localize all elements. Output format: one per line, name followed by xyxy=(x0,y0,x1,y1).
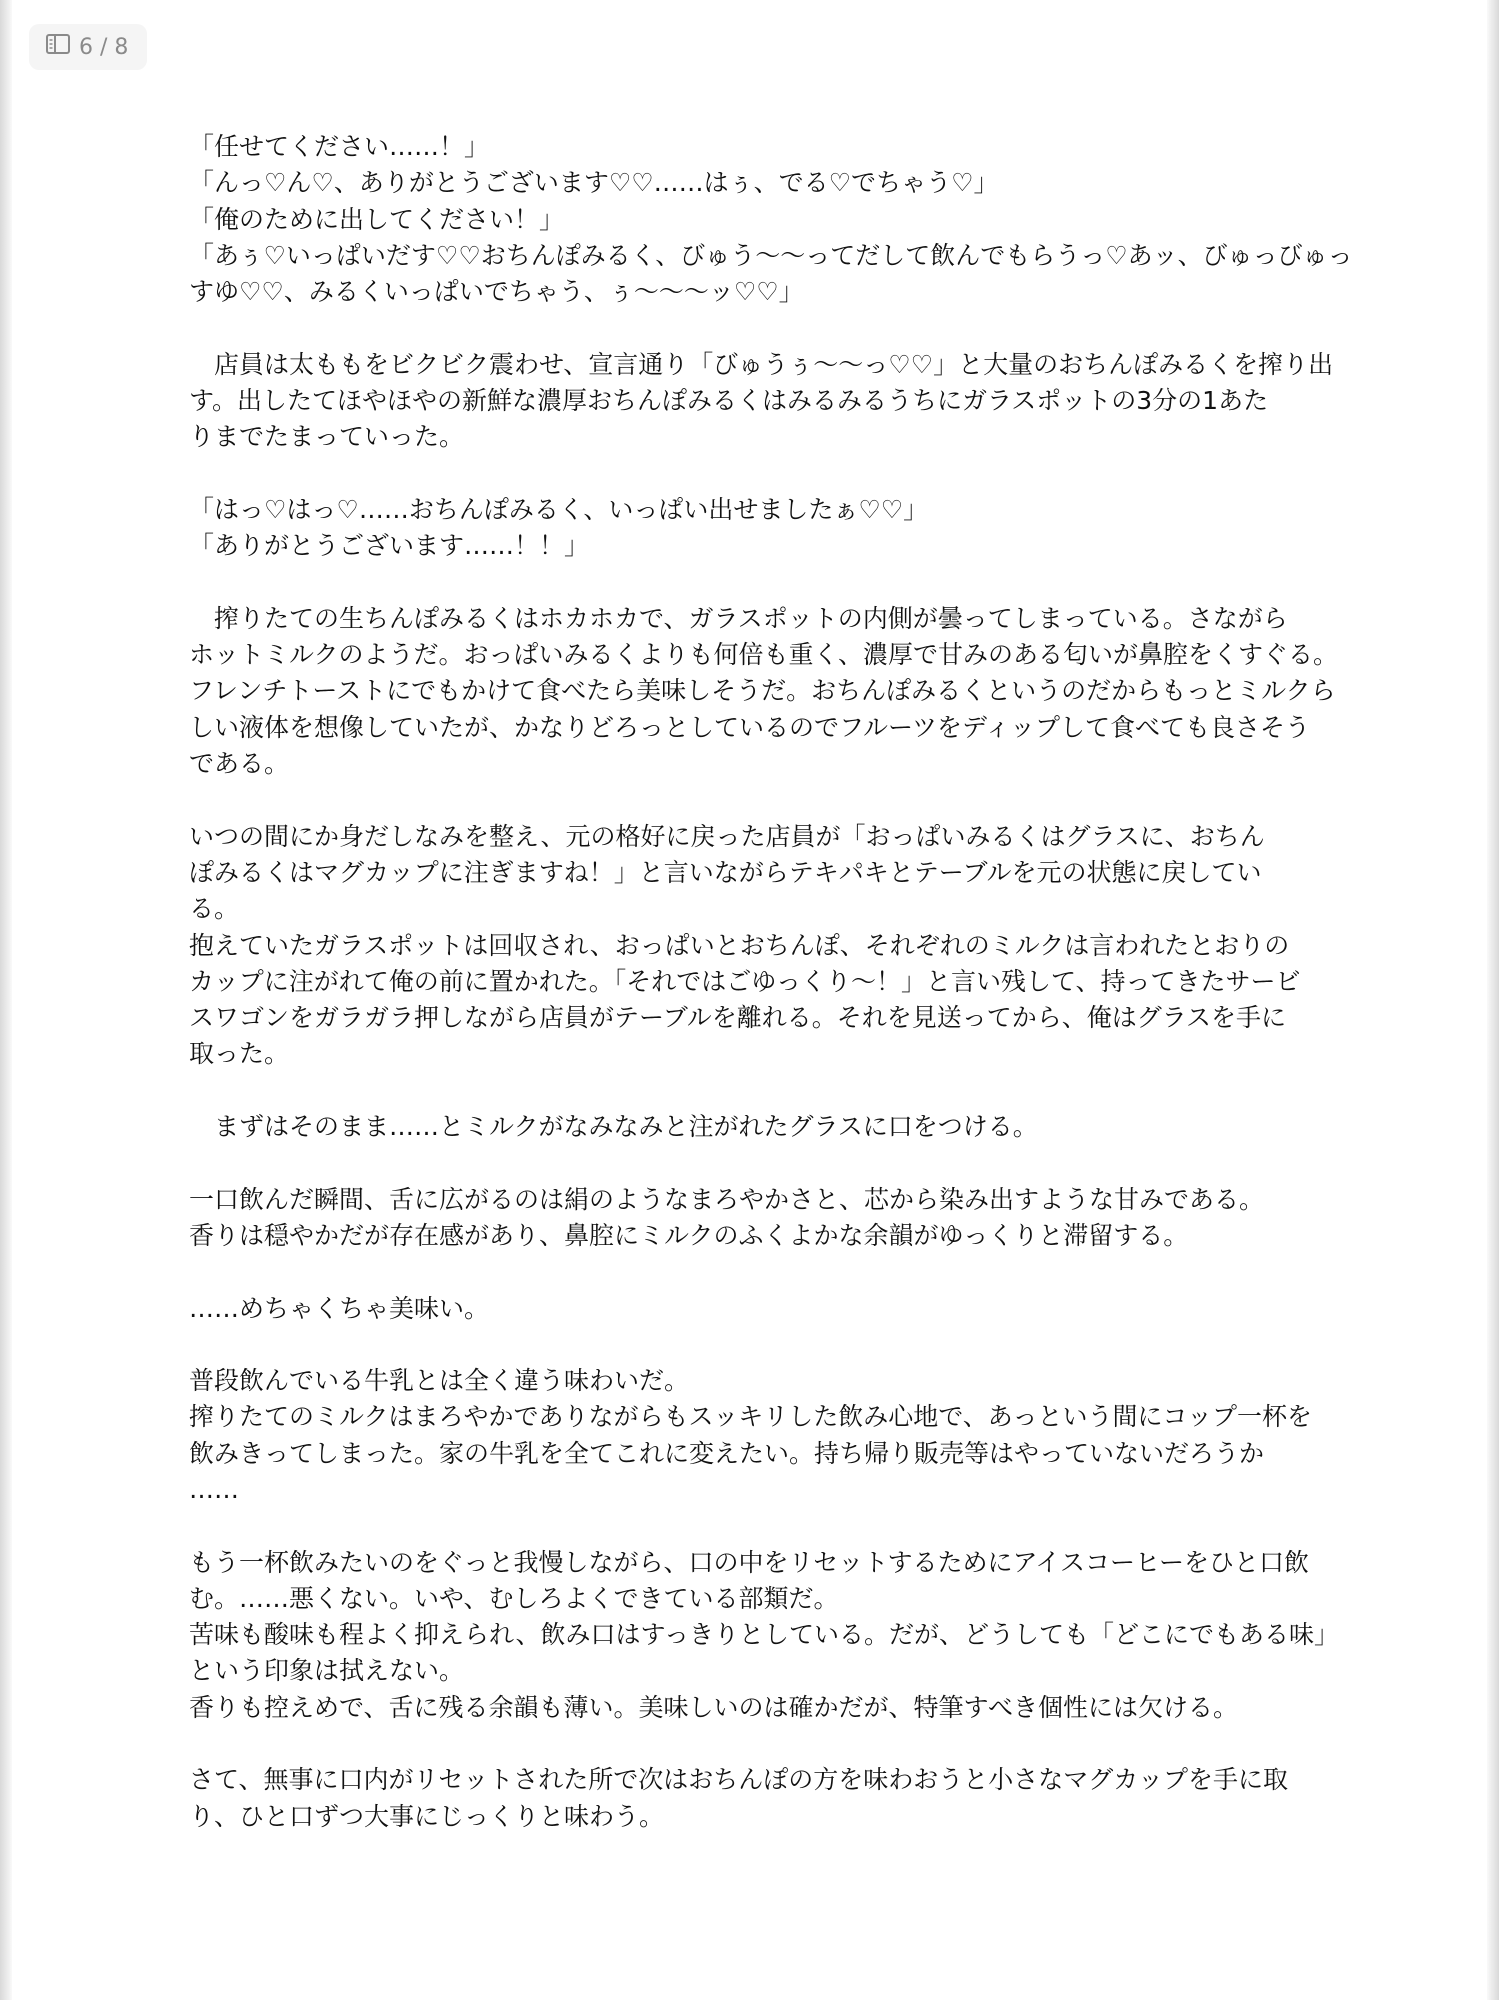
text-line: 「あぅ♡いっぱいだす♡♡おちんぽみるく、びゅう～～ってだして飲んでもらうっ♡あッ、びゅっびゅっ xyxy=(189,240,1353,270)
blank-line xyxy=(189,782,1319,818)
text-line: ……めちゃくちゃ美味い。 xyxy=(189,1293,490,1323)
text-line: 香りは穏やかだが存在感があり、鼻腔にミルクのふくよかな余韻がゆっくりと滞留する。 xyxy=(189,1220,1189,1250)
text-line: である。 xyxy=(189,749,290,779)
text-line: 搾りたてのミルクはまろやかでありながらもスッキリした飲み心地で、あっという間にコップ一杯を xyxy=(189,1402,1313,1432)
blank-line xyxy=(189,1145,1319,1181)
text-line: という印象は拭えない。 xyxy=(189,1656,465,1686)
page-edge-left xyxy=(0,0,12,2000)
text-line: り、ひと口ずつ大事にじっくりと味わう。 xyxy=(189,1801,665,1831)
text-line: フレンチトーストにでもかけて食べたら美味しそうだ。おちんぽみるくというのだからもっとミルクら xyxy=(189,676,1336,706)
text-line: ぽみるくはマグカップに注ぎますね！」と言いながらテキパキとテーブルを元の状態に戻してい xyxy=(189,857,1262,887)
text-line: む。……悪くない。いや、むしろよくできている部類だ。 xyxy=(189,1583,839,1613)
text-line: いつの間にか身だしなみを整え、元の格好に戻った店員が「おっぱいみるくはグラスに、おちん xyxy=(189,821,1265,851)
page-edge-right xyxy=(1487,0,1499,2000)
blank-line xyxy=(189,310,1319,346)
blank-line xyxy=(189,565,1319,601)
page-number-label: 6 / 8 xyxy=(79,34,129,60)
text-line: スワゴンをガラガラ押しながら店員がテーブルを離れる。それを見送ってから、俺はグラスを手に xyxy=(189,1003,1287,1033)
text-line: 取った。 xyxy=(189,1039,290,1069)
text-line: まずはそのまま……とミルクがなみなみと注がれたグラスに口をつける。 xyxy=(189,1112,1038,1142)
text-line: すゆ♡♡、みるくいっぱいでちゃう、ぅ～～～ッ♡♡」 xyxy=(189,277,804,307)
text-line: 「任せてください……！」 xyxy=(189,132,490,161)
blank-line xyxy=(189,1254,1319,1290)
text-line: 「ありがとうございます……！！」 xyxy=(189,531,590,561)
text-line: 店員は太ももをビクビク震わせ、宣言通り「びゅうぅ～～っ♡♡」と大量のおちんぽみるくを搾り出 xyxy=(189,349,1334,379)
text-line: 飲みきってしまった。家の牛乳を全てこれに変えたい。持ち帰り販売等はやっていないだろうか xyxy=(189,1438,1265,1468)
text-line: さて、無事に口内がリセットされた所で次はおちんぽの方を味わおうと小さなマグカップを手に取 xyxy=(189,1765,1289,1795)
text-line: 「はっ♡はっ♡……おちんぽみるく、いっぱい出せましたぁ♡♡」 xyxy=(189,494,929,524)
blank-line xyxy=(189,1508,1319,1544)
blank-line xyxy=(189,1327,1319,1363)
text-line: 一口飲んだ瞬間、舌に広がるのは絹のようなまろやかさと、芯から染み出すような甘みである。 xyxy=(189,1184,1265,1214)
text-line: 搾りたての生ちんぽみるくはホカホカで、ガラスポットの内側が曇ってしまっている。さながら xyxy=(189,603,1288,633)
blank-line xyxy=(189,1073,1319,1109)
text-line: もう一杯飲みたいのをぐっと我慢しながら、口の中をリセットするためにアイスコーヒーをひと口飲 xyxy=(189,1547,1310,1577)
text-line: 苦味も酸味も程よく抑えられ、飲み口はすっきりとしている。だが、どうしても「どこにでもある味」 xyxy=(189,1620,1340,1650)
text-line: ホットミルクのようだ。おっぱいみるくよりも何倍も重く、濃厚で甘みのある匂いが鼻腔をくすぐる。 xyxy=(189,640,1339,670)
text-line: 香りも控えめで、舌に残る余韻も薄い。美味しいのは確かだが、特筆すべき個性には欠ける。 xyxy=(189,1692,1239,1722)
text-line: 抱えていたガラスポットは回収され、おっぱいとおちんぽ、それぞれのミルクは言われたとおりの xyxy=(189,930,1290,960)
text-line: 「んっ♡ん♡、ありがとうございます♡♡……はぅ、でる♡でちゃう♡」 xyxy=(189,168,999,198)
text-line: しい液体を想像していたが、かなりどろっとしているのでフルーツをディップして食べても良さそう xyxy=(189,712,1311,742)
text-line: …… xyxy=(189,1474,239,1504)
text-line: 普段飲んでいる牛乳とは全く違う味わいだ。 xyxy=(189,1366,690,1396)
sidebar-icon xyxy=(45,32,71,62)
document-body xyxy=(189,129,1353,1835)
text-line: す。出したてほやほやの新鮮な濃厚おちんぽみるくはみるみるうちにガラスポットの3分の1あた xyxy=(189,386,1269,416)
text-line: りまでたまっていった。 xyxy=(189,422,465,452)
text-line: る。 xyxy=(189,894,240,924)
text-line: カップに注がれて俺の前に置かれた。「それではごゆっくり～！」と言い残して、持ってきたサービ xyxy=(189,966,1301,996)
blank-line xyxy=(189,456,1319,492)
text-line: 「俺のために出してください！」 xyxy=(189,204,565,234)
blank-line xyxy=(189,1726,1319,1762)
page-indicator[interactable] xyxy=(29,24,147,70)
